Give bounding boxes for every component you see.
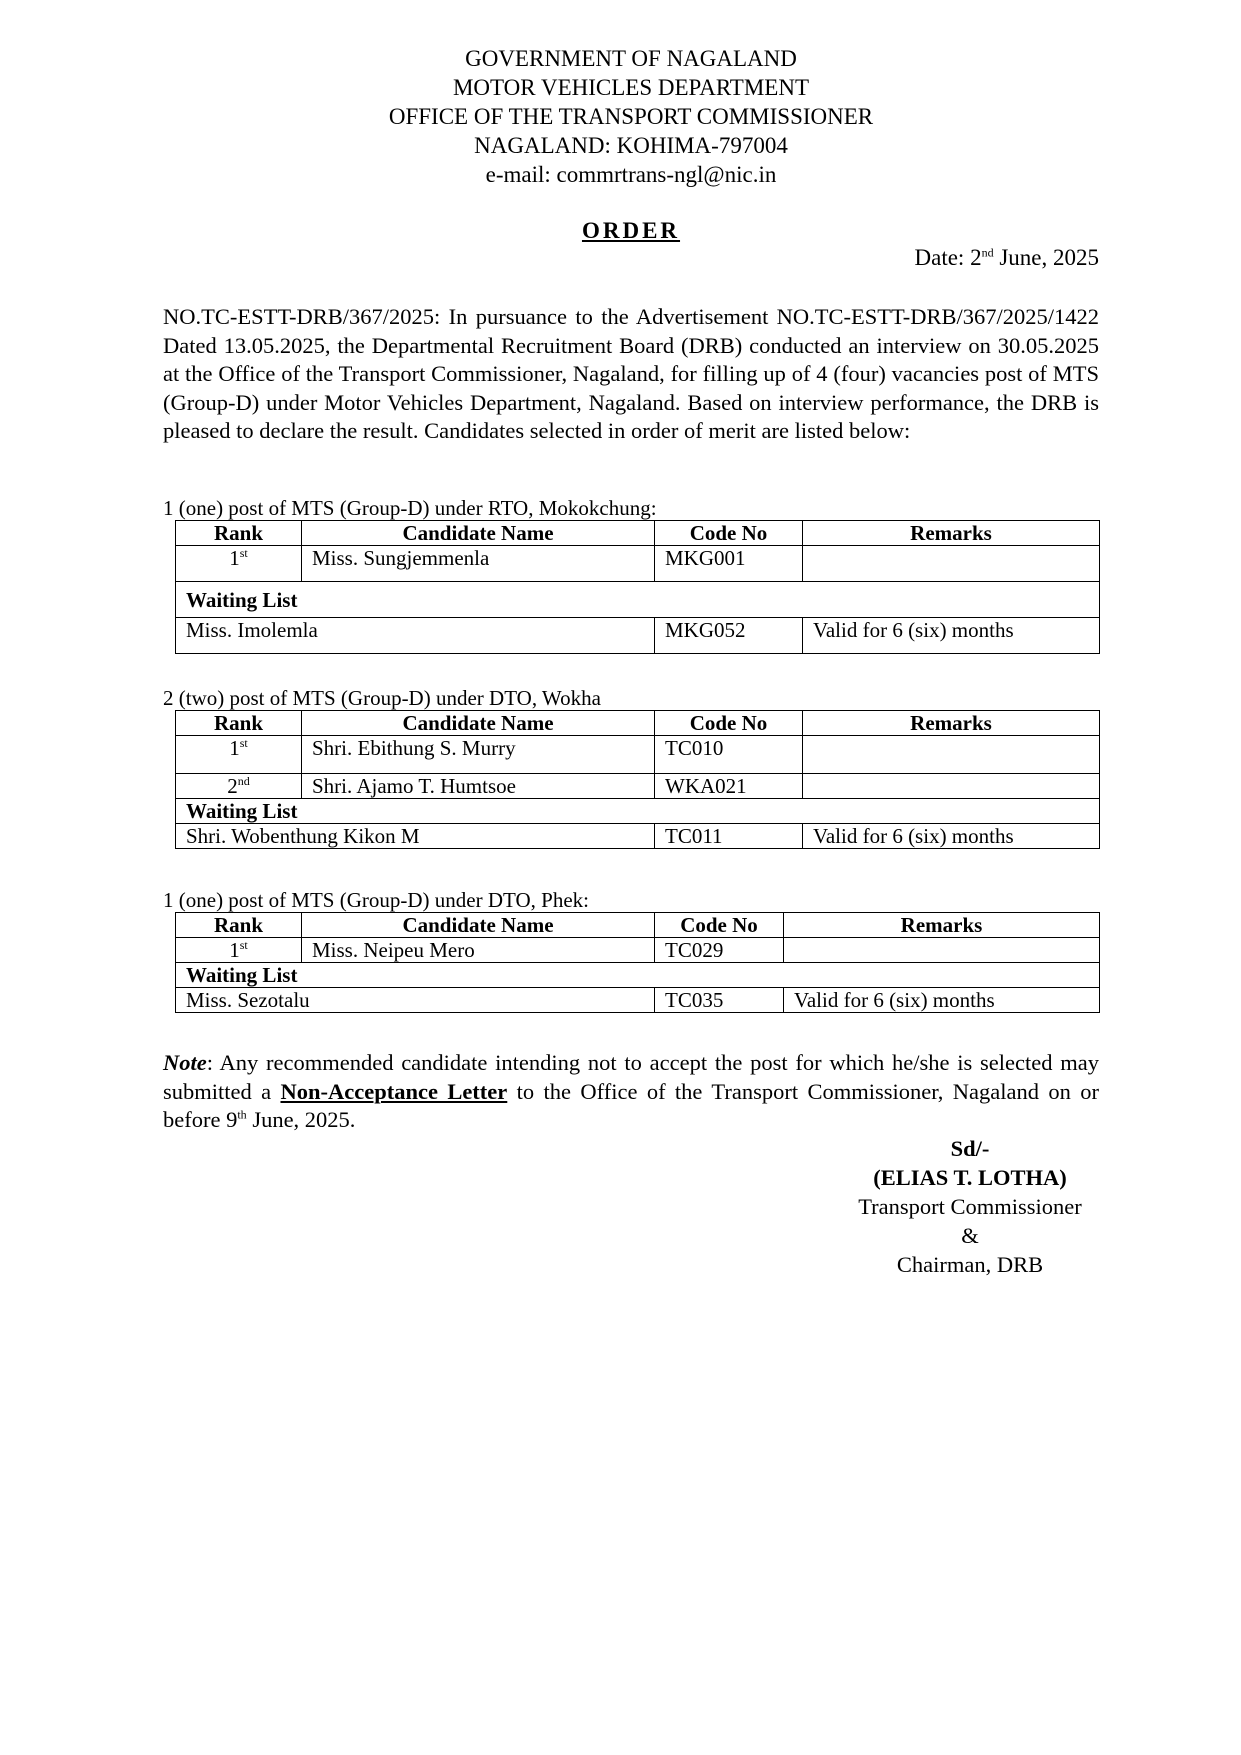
rank-number: 1 [229,546,240,570]
waiting-candidate-name: Miss. Imolemla [176,618,655,654]
column-header-name: Candidate Name [302,711,655,736]
column-header-code: Code No [655,913,784,938]
candidate-code: WKA021 [655,774,803,799]
waiting-list-row [176,618,1100,654]
rank-cell [176,774,302,799]
candidate-remarks [803,546,1100,582]
table-header-row [176,711,1100,736]
waiting-candidate-remarks: Valid for 6 (six) months [803,824,1100,849]
column-header-name: Candidate Name [302,913,655,938]
candidate-code: MKG001 [655,546,803,582]
candidate-name: Miss. Sungjemmenla [302,546,655,582]
waiting-candidate-remarks: Valid for 6 (six) months [803,618,1100,654]
results-table-mokokchung [175,520,1100,654]
waiting-candidate-code: MKG052 [655,618,803,654]
waiting-list-header-row [176,582,1100,618]
waiting-candidate-code: TC011 [655,824,803,849]
rank-number: 1 [229,736,240,760]
section-title-phek: 1 (one) post of MTS (Group-D) under DTO, Phek: [163,888,589,912]
candidate-remarks [803,736,1100,774]
rank-suffix: st [239,938,248,952]
signatory-chairman: Chairman, DRB [896,1252,1044,1277]
waiting-list-row [176,824,1100,849]
waiting-list-row [176,988,1100,1013]
signature-sd: Sd/- [950,1136,990,1161]
table-row [176,774,1100,799]
date-prefix: Date: 2 [914,245,982,270]
table-header-row [176,913,1100,938]
header-department: MOTOR VEHICLES DEPARTMENT [452,75,809,100]
waiting-list-label: Waiting List [176,799,1100,824]
non-acceptance-letter: Non-Acceptance Letter [280,1078,508,1104]
note-label: Note [163,1050,207,1075]
note-text-3: June, 2025. [246,1107,356,1133]
waiting-list-label: Waiting List [176,582,1100,618]
results-table-phek [175,912,1100,1013]
candidate-name: Miss. Neipeu Mero [302,938,655,963]
waiting-candidate-name: Miss. Sezotalu [176,988,655,1013]
header-email: e-mail: commrtrans-ngl@nic.in [485,162,777,187]
date-suffix: June, 2025 [993,245,1099,270]
order-title: ORDER [581,218,681,243]
column-header-remarks: Remarks [784,913,1100,938]
signatory-name: (ELIAS T. LOTHA) [873,1165,1067,1190]
candidate-remarks [784,938,1100,963]
column-header-rank: Rank [176,913,302,938]
rank-cell [176,546,302,582]
candidate-code: TC010 [655,736,803,774]
rank-number: 1 [229,938,240,962]
column-header-code: Code No [655,521,803,546]
table-row [176,546,1100,582]
note-paragraph [163,1049,1099,1135]
rank-suffix: nd [237,774,250,788]
note-text-2: to the Office of the Transport Commissioner, Nagaland on or before 9 [163,1078,1099,1133]
column-header-remarks: Remarks [803,521,1100,546]
header-government: GOVERNMENT OF NAGALAND [465,46,797,71]
letterhead [0,44,1241,189]
candidate-remarks [803,774,1100,799]
order-date [915,245,1099,272]
waiting-list-header-row [176,799,1100,824]
waiting-candidate-name: Shri. Wobenthung Kikon M [176,824,655,849]
section-title-mokokchung: 1 (one) post of MTS (Group-D) under RTO, Mokokchung: [163,496,657,520]
waiting-candidate-remarks: Valid for 6 (six) months [784,988,1100,1013]
section-title-wokha: 2 (two) post of MTS (Group-D) under DTO, Wokha [163,686,601,710]
results-table-wokha [175,710,1100,849]
candidate-name: Shri. Ajamo T. Humtsoe [302,774,655,799]
header-office: OFFICE OF THE TRANSPORT COMMISSIONER [388,104,874,129]
note-sup: th [237,1107,247,1122]
table-header-row [176,521,1100,546]
signature-block [820,1134,1120,1279]
waiting-candidate-code: TC035 [655,988,784,1013]
signatory-ampersand: & [961,1223,979,1248]
rank-cell [176,938,302,963]
rank-number: 2 [227,774,238,798]
order-paragraph: NO.TC-ESTT-DRB/367/2025: In pursuance to the Advertisement NO.TC-ESTT-DRB/367/2025/1422 Dated 13.05.2025, the Departmental Recruitment Board (DRB) conducted an interview on 30.05.2025 at the Office of the Transport Commissioner, Nagaland, for filling up of 4 (four) vacancies post of MTS (Group-D) under Motor Vehicles Department, Nagaland. Based on interview performance, the DRB is pleased to declare the result. Candidates selected in order of merit are listed below: [163,304,1099,444]
date-sup: nd [981,245,994,260]
waiting-list-header-row [176,963,1100,988]
candidate-name: Shri. Ebithung S. Murry [302,736,655,774]
column-header-remarks: Remarks [803,711,1100,736]
rank-suffix: st [239,546,248,560]
table-row [176,938,1100,963]
candidate-code: TC029 [655,938,784,963]
table-row [176,736,1100,774]
column-header-code: Code No [655,711,803,736]
header-address: NAGALAND: KOHIMA-797004 [474,133,788,158]
column-header-rank: Rank [176,711,302,736]
note-text-1: : Any recommended candidate intending not to accept the post for which he/she is selected may submitted a [163,1050,1099,1104]
waiting-list-label: Waiting List [176,963,1100,988]
column-header-rank: Rank [176,521,302,546]
rank-suffix: st [239,736,248,750]
signatory-designation: Transport Commissioner [858,1194,1082,1219]
rank-cell [176,736,302,774]
column-header-name: Candidate Name [302,521,655,546]
